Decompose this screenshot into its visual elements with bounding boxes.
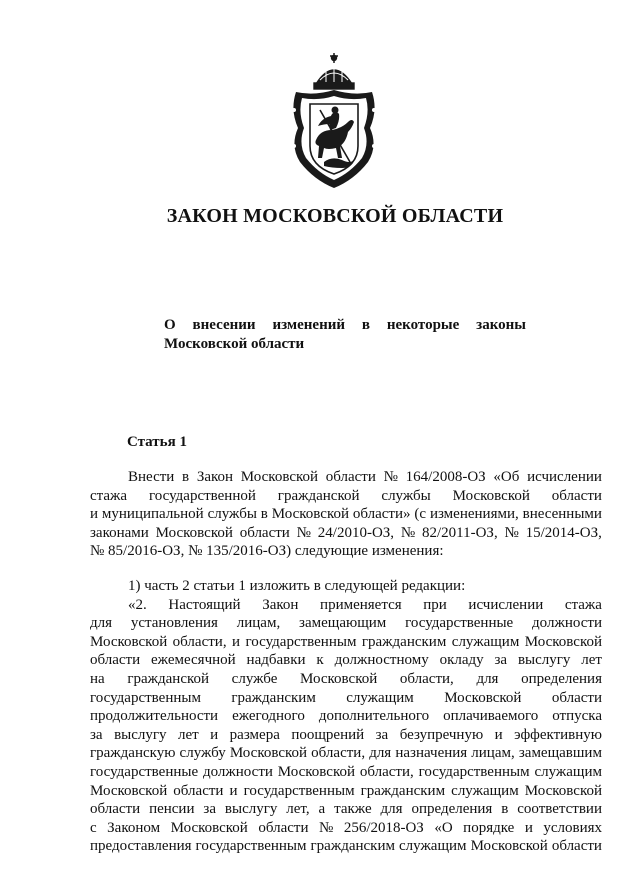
subtitle-word: некоторые: [386, 317, 460, 333]
text-word: гражданским: [360, 782, 446, 799]
text-word: и: [210, 726, 219, 743]
document-title: ЗАКОН МОСКОВСКОЙ ОБЛАСТИ: [166, 205, 504, 227]
text-word: государственным: [245, 633, 357, 650]
text-word: отпуска: [552, 708, 602, 725]
text-word: 15/2014-ОЗ,: [525, 524, 602, 541]
text-line: [90, 633, 602, 652]
text-word: области,: [359, 763, 414, 780]
text-word: государственным: [90, 689, 201, 706]
text-word: 256/2018-ОЗ: [343, 819, 424, 836]
text-line: [90, 782, 602, 801]
text-word: №: [504, 524, 519, 541]
text-word: размера: [229, 726, 280, 743]
text-word: служащим: [534, 763, 602, 780]
text-word: ежегодного: [232, 708, 305, 725]
subtitle-word: в: [361, 317, 370, 333]
text-word: Закон: [262, 596, 299, 613]
text-word: а: [318, 801, 326, 818]
text-word: внесенными: [522, 506, 602, 523]
text-word: оплачиваемого: [443, 708, 539, 725]
text-word: в: [182, 469, 190, 485]
text-word: гражданской: [127, 670, 210, 687]
subtitle-line-2: Московской области: [164, 336, 305, 352]
text-word: Московской: [300, 670, 378, 687]
text-word: установления: [130, 615, 218, 632]
text-word: государственные: [90, 763, 199, 780]
text-word: окладу: [439, 652, 484, 669]
text-word: также: [334, 801, 372, 818]
text-word: лет,: [286, 801, 310, 818]
text-word: Московской: [271, 506, 349, 523]
text-word: и: [229, 782, 238, 799]
text-word: Московской: [170, 819, 248, 836]
text-word: выслугу: [224, 801, 278, 818]
text-line: [90, 707, 602, 726]
text-word: за: [375, 726, 389, 743]
text-word: 164/2008-ОЗ: [405, 469, 486, 485]
text-word: области,: [311, 745, 366, 762]
text-word: должности: [202, 763, 273, 780]
text-word: Московской: [524, 633, 602, 650]
text-word: порядке: [463, 819, 515, 836]
text-word: для: [90, 615, 113, 632]
text-word: за: [203, 801, 216, 818]
text-word: Московской: [444, 689, 522, 706]
subtitle-word: внесении: [192, 317, 256, 333]
text-word: выслугу: [517, 652, 571, 669]
text-word: Московской: [277, 763, 356, 780]
text-word: при: [423, 596, 447, 613]
text-word: гражданским: [361, 633, 447, 650]
text-word: государственным: [243, 782, 355, 799]
text-word: для: [380, 801, 403, 818]
text-word: № 85/2016-ОЗ, № 135/2016-ОЗ) следующие изменения:: [90, 543, 444, 560]
text-word: на: [90, 670, 105, 687]
text-word: области: [551, 689, 602, 706]
text-word: государственной: [148, 487, 256, 504]
text-word: службы: [381, 487, 431, 504]
text-word: Московской: [229, 745, 308, 762]
text-word: области: [90, 652, 141, 669]
text-line: [90, 726, 602, 745]
text-word: Московской: [470, 838, 548, 855]
text-word: гражданским: [310, 838, 395, 855]
text-word: Московской: [90, 633, 168, 650]
text-word: поощрений: [291, 726, 365, 743]
text-line: [90, 763, 602, 782]
text-word: области: [90, 801, 141, 818]
text-word: Московской: [90, 782, 168, 799]
text-word: №: [296, 524, 311, 541]
text-word: «Об: [493, 469, 520, 485]
text-word: стажа: [564, 596, 602, 613]
text-word: служащим: [451, 633, 520, 650]
text-word: за: [494, 652, 508, 669]
text-line: [90, 651, 602, 670]
text-word: области: [173, 782, 224, 799]
text-word: и: [232, 633, 241, 650]
document-subtitle: [164, 316, 526, 354]
text-word: государственные: [405, 615, 514, 632]
text-word: безупречную: [399, 726, 484, 743]
text-word: лицам,: [471, 745, 515, 762]
text-word: лет: [581, 652, 602, 669]
text-word: замещающим: [299, 615, 387, 632]
moscow-oblast-coat-of-arms-icon: [284, 50, 384, 190]
text-word: Московской: [240, 469, 319, 485]
text-word: области: [239, 524, 290, 541]
subtitle-word: О: [164, 317, 176, 333]
text-word: ежемесячной: [151, 652, 236, 669]
text-word: применяется: [320, 596, 402, 613]
text-word: определения: [521, 670, 602, 687]
text-word: соответствии: [517, 801, 602, 818]
text-word: назначения: [395, 745, 468, 762]
text-word: государственным: [195, 838, 307, 855]
text-line: [90, 505, 602, 524]
paragraph-1-lines: [90, 468, 602, 561]
text-word: гражданскую: [90, 745, 176, 762]
text-line: [90, 744, 602, 763]
text-line: [90, 524, 602, 543]
text-word: в: [260, 506, 268, 523]
text-line: [90, 542, 602, 561]
text-word: Московской: [155, 524, 233, 541]
text-word: и: [494, 726, 503, 743]
text-word: за: [90, 726, 103, 743]
text-line: [90, 837, 602, 856]
text-word: «2.: [128, 596, 147, 613]
text-word: для: [369, 745, 392, 762]
text-word: законами: [90, 524, 149, 541]
text-line: [90, 819, 602, 838]
text-word: в: [501, 801, 509, 818]
text-line: [90, 614, 602, 633]
text-word: пенсии: [149, 801, 195, 818]
text-word: гражданским: [231, 689, 316, 706]
text-word: Внести: [128, 469, 175, 485]
text-line: [90, 670, 602, 689]
text-word: области,: [399, 670, 454, 687]
text-word: лицам,: [236, 615, 281, 632]
text-word: области: [325, 469, 376, 485]
text-word: области: [258, 819, 309, 836]
text-word: №: [383, 469, 398, 485]
text-word: лет: [178, 726, 199, 743]
text-word: 82/2011-ОЗ,: [421, 524, 498, 541]
article-heading: Статья 1: [127, 434, 187, 450]
text-word: надбавки: [246, 652, 306, 669]
subtitle-line-1: [164, 316, 526, 335]
text-word: муниципальной: [101, 506, 204, 523]
text-word: (с: [414, 506, 427, 523]
paragraph-2: [90, 577, 602, 856]
text-word: и: [90, 506, 99, 523]
text-word: условиях: [543, 819, 602, 836]
text-word: области: [551, 487, 602, 504]
text-word: стажа: [90, 487, 128, 504]
text-line: [90, 689, 602, 708]
text-word: Настоящий: [168, 596, 241, 613]
text-word: области: [551, 838, 602, 855]
text-word: служащим: [346, 689, 414, 706]
text-word: эффективную: [514, 726, 602, 743]
text-word: изменениями,: [429, 506, 519, 523]
text-line: [90, 800, 602, 819]
text-word: Московской: [452, 487, 530, 504]
text-word: продолжительности: [90, 708, 219, 725]
paragraph-1: [90, 468, 602, 561]
text-word: должностному: [334, 652, 429, 669]
text-word: Закон: [196, 469, 234, 485]
text-word: службе: [231, 670, 278, 687]
text-word: служащим: [451, 782, 519, 799]
text-word: дополнительного: [318, 708, 430, 725]
subtitle-word: законы: [476, 317, 526, 333]
text-word: к: [316, 652, 324, 669]
text-word: служащим: [399, 838, 467, 855]
item-1: 1) часть 2 статьи 1 изложить в следующей редакции:: [128, 578, 466, 594]
subtitle-word: изменений: [272, 317, 345, 333]
text-word: с: [90, 819, 97, 836]
text-word: исчислении: [468, 596, 544, 613]
text-word: для: [476, 670, 499, 687]
text-word: предоставления: [90, 838, 192, 855]
text-word: области,: [172, 633, 227, 650]
text-word: службу: [179, 745, 226, 762]
text-word: Законом: [107, 819, 161, 836]
text-line: [90, 487, 602, 506]
text-word: исчислении: [527, 469, 602, 485]
text-word: службы: [207, 506, 257, 523]
text-word: замещавшим: [518, 745, 602, 762]
text-word: «О: [434, 819, 453, 836]
text-word: №: [400, 524, 416, 541]
text-word: и: [524, 819, 533, 836]
text-word: Московской: [524, 782, 602, 799]
text-word: области»: [352, 506, 411, 523]
text-word: выслугу: [114, 726, 167, 743]
text-word: должности: [532, 615, 602, 632]
text-word: государственным: [418, 763, 530, 780]
text-word: 24/2010-ОЗ,: [317, 524, 395, 541]
text-word: №: [319, 819, 334, 836]
text-word: определения: [411, 801, 493, 818]
text-word: гражданской: [277, 487, 360, 504]
paragraph-2-lines: [90, 596, 602, 856]
text-line: [90, 596, 602, 615]
text-line: [90, 468, 602, 487]
